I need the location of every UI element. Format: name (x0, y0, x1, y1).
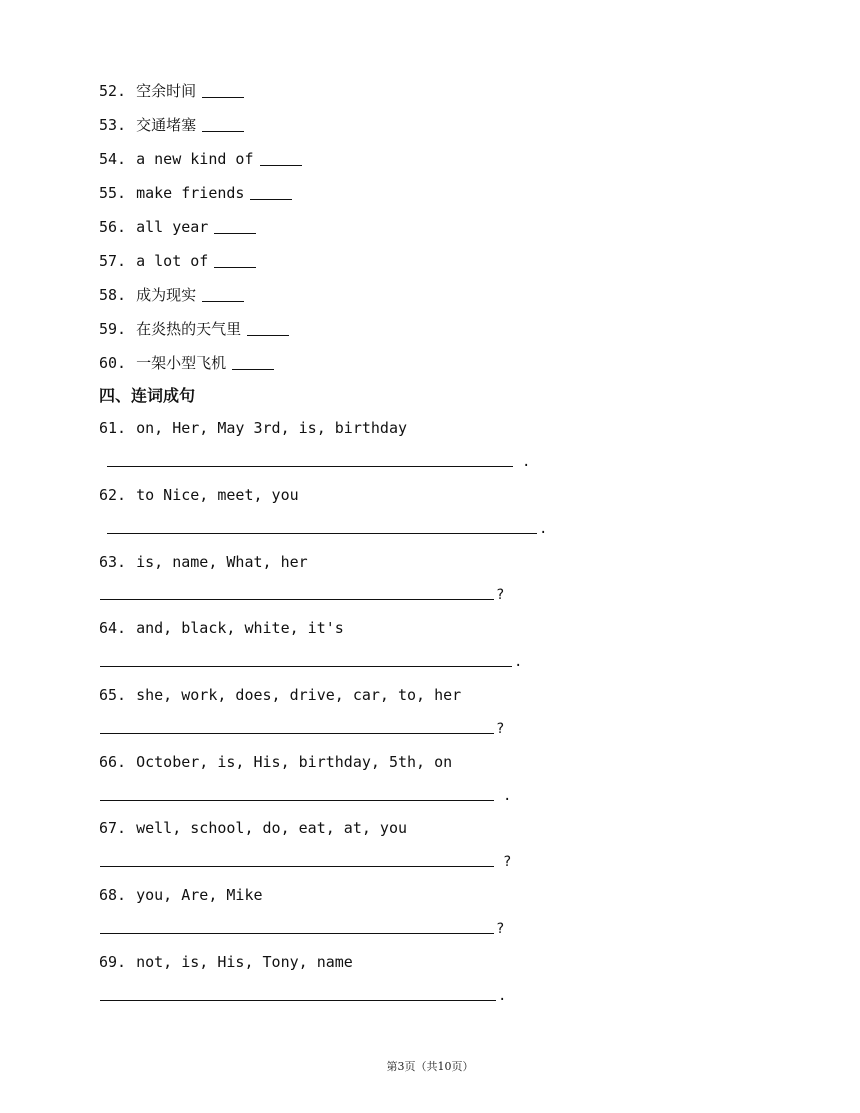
question-number: 63. (99, 553, 127, 571)
vocab-item-54 (99, 147, 302, 171)
question-words: you, Are, Mike (136, 886, 263, 904)
end-punctuation: . (498, 988, 507, 1004)
item-number: 59. (99, 320, 127, 338)
end-punctuation: ? (496, 721, 505, 737)
question-number: 68. (99, 886, 127, 904)
answer-line-63[interactable] (100, 587, 504, 605)
answer-blank[interactable] (214, 253, 256, 268)
end-punctuation: ? (496, 921, 505, 937)
answer-line-62[interactable] (107, 521, 547, 539)
answer-line-67[interactable] (100, 854, 511, 872)
item-text: 成为现实 (136, 286, 197, 304)
answer-line-69[interactable] (100, 988, 506, 1006)
end-punctuation: . (503, 788, 512, 804)
question-61 (99, 417, 407, 439)
question-68 (99, 884, 263, 906)
item-text: a lot of (136, 252, 209, 270)
answer-blank[interactable] (202, 117, 244, 132)
answer-blank[interactable] (232, 355, 274, 370)
end-punctuation: ? (503, 854, 512, 870)
question-words: on, Her, May 3rd, is, birthday (136, 419, 408, 437)
item-number: 60. (99, 354, 127, 372)
question-67 (99, 817, 407, 839)
question-words: and, black, white, it's (136, 619, 344, 637)
vocab-item-52 (99, 79, 244, 103)
item-number: 56. (99, 218, 127, 236)
item-number: 53. (99, 116, 127, 134)
answer-blank[interactable] (214, 219, 256, 234)
item-number: 55. (99, 184, 127, 202)
item-text: 在炎热的天气里 (136, 320, 242, 338)
question-69 (99, 951, 353, 973)
answer-rule[interactable] (100, 654, 512, 667)
end-punctuation: . (514, 654, 523, 670)
question-number: 66. (99, 753, 127, 771)
answer-line-64[interactable] (100, 654, 522, 672)
question-words: she, work, does, drive, car, to, her (136, 686, 462, 704)
vocab-item-57 (99, 249, 256, 273)
vocab-item-58 (99, 283, 244, 307)
answer-rule[interactable] (100, 587, 494, 600)
question-66 (99, 751, 452, 773)
answer-rule[interactable] (100, 854, 494, 867)
page-footer: 第3页（共10页） (386, 1060, 474, 1073)
answer-blank[interactable] (202, 287, 244, 302)
question-number: 61. (99, 419, 127, 437)
question-words: not, is, His, Tony, name (136, 953, 353, 971)
question-number: 62. (99, 486, 127, 504)
answer-rule[interactable] (100, 921, 494, 934)
answer-blank[interactable] (202, 83, 244, 98)
question-words: to Nice, meet, you (136, 486, 299, 504)
item-number: 58. (99, 286, 127, 304)
item-text: 交通堵塞 (136, 116, 197, 134)
question-words: October, is, His, birthday, 5th, on (136, 753, 453, 771)
end-punctuation: . (522, 454, 531, 470)
end-punctuation: . (539, 521, 548, 537)
question-62 (99, 484, 299, 506)
answer-blank[interactable] (260, 151, 302, 166)
question-number: 64. (99, 619, 127, 637)
item-number: 54. (99, 150, 127, 168)
answer-line-68[interactable] (100, 921, 504, 939)
end-punctuation: ? (496, 587, 505, 603)
section-heading: 四、连词成句 (99, 386, 196, 405)
item-number: 52. (99, 82, 127, 100)
question-words: is, name, What, her (136, 553, 308, 571)
vocab-item-56 (99, 215, 256, 239)
answer-rule[interactable] (100, 721, 494, 734)
question-words: well, school, do, eat, at, you (136, 819, 408, 837)
item-text: 空余时间 (136, 82, 197, 100)
answer-line-66[interactable] (100, 788, 511, 806)
question-number: 69. (99, 953, 127, 971)
vocab-item-55 (99, 181, 292, 205)
answer-rule[interactable] (100, 788, 494, 801)
vocab-item-59 (99, 317, 289, 341)
question-65 (99, 684, 461, 706)
item-text: make friends (136, 184, 245, 202)
answer-rule[interactable] (100, 988, 496, 1001)
question-64 (99, 617, 344, 639)
answer-blank[interactable] (247, 321, 289, 336)
question-number: 67. (99, 819, 127, 837)
vocab-item-53 (99, 113, 244, 137)
answer-rule[interactable] (107, 454, 513, 467)
vocab-item-60 (99, 351, 274, 375)
answer-line-65[interactable] (100, 721, 504, 739)
item-text: 一架小型飞机 (136, 354, 227, 372)
item-text: a new kind of (136, 150, 254, 168)
answer-blank[interactable] (250, 185, 292, 200)
answer-rule[interactable] (107, 521, 537, 534)
item-text: all year (136, 218, 209, 236)
item-number: 57. (99, 252, 127, 270)
answer-line-61[interactable] (107, 454, 530, 472)
question-63 (99, 551, 308, 573)
question-number: 65. (99, 686, 127, 704)
